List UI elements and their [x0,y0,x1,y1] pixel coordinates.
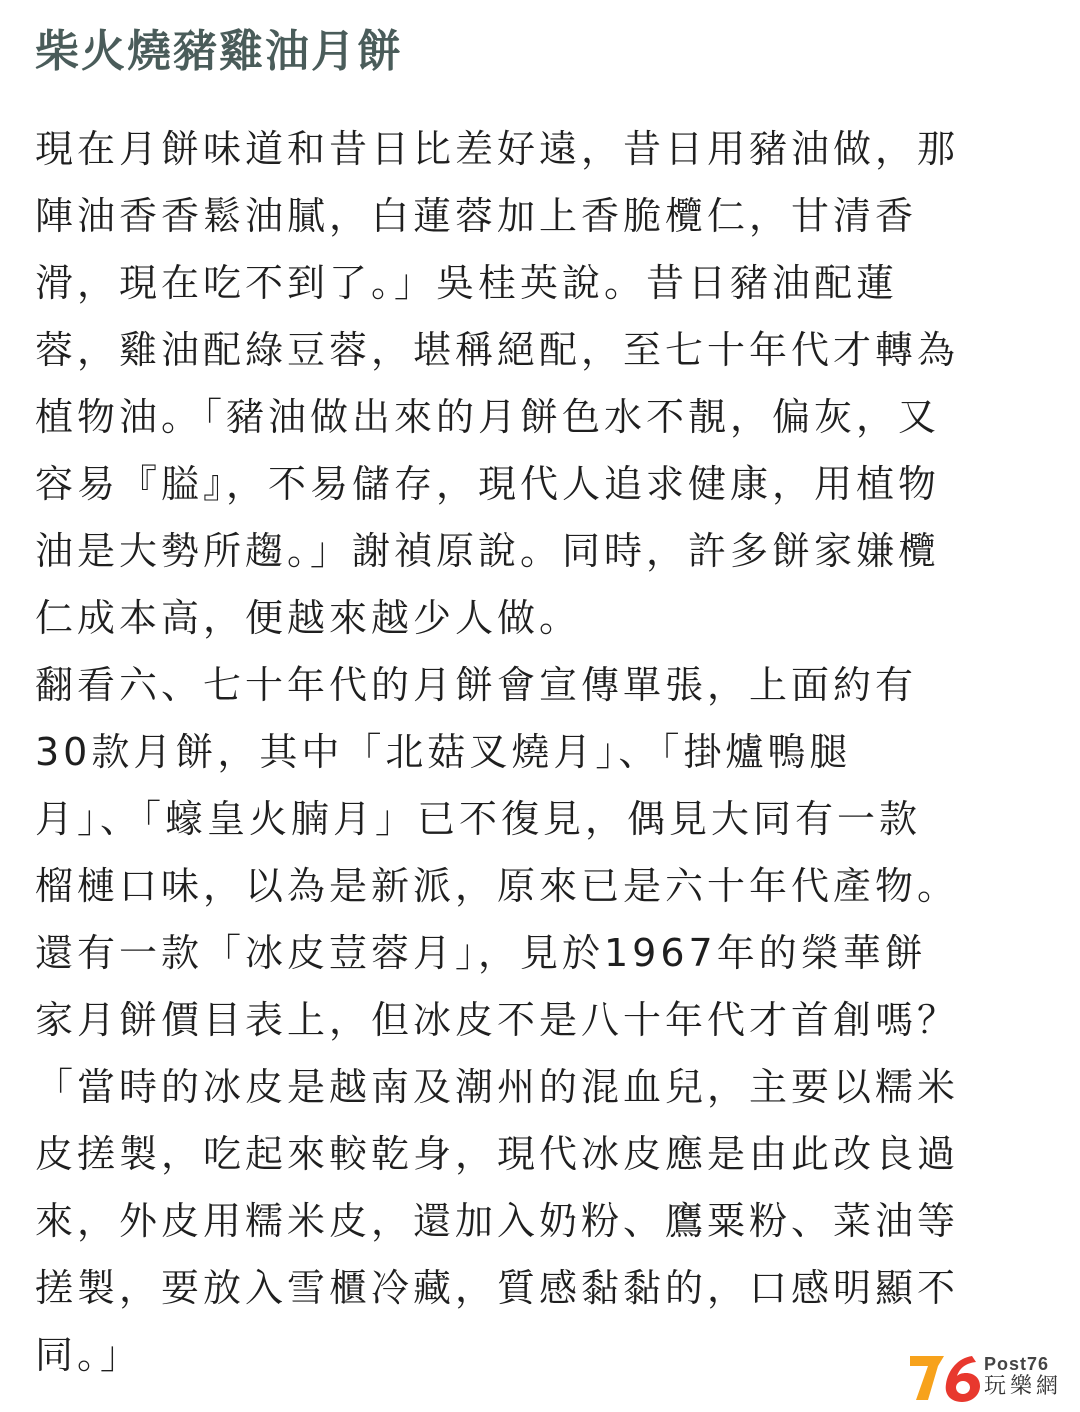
text-line: 月」、「蠔皇火腩月」已不復見，偶見大同有一款 [35,797,922,841]
text-line: 搓製，要放入雪櫃冷藏，質感黏黏的，口感明顯不 [35,1266,960,1310]
text-line: 仁成本高，便越來越少人做。 [35,596,582,640]
text-line: 30款月餅，其中「北菇叉燒月」、「掛爐鴨腿 [35,730,852,774]
text-line: 榴槤口味，以為是新派，原來已是六十年代產物。 [35,864,960,908]
text-line: 蓉，雞油配綠豆蓉，堪稱絕配，至七十年代才轉為 [35,328,960,372]
article-body [35,116,1045,1389]
text-line: 皮搓製，吃起來較乾身，現代冰皮應是由此改良過 [35,1132,960,1176]
text-line: 還有一款「冰皮荳蓉月」，見於1967年的榮華餅 [35,931,927,975]
text-line: 「當時的冰皮是越南及潮州的混血兒，主要以糯米 [35,1065,960,1109]
text-line: 來，外皮用糯米皮，還加入奶粉、鷹粟粉、菜油等 [35,1199,960,1243]
article-title: 柴火燒豬雞油月餅 [35,26,403,77]
logo-brand: Post76 [984,1354,1050,1374]
text-line: 現在月餅味道和昔日比差好遠，昔日用豬油做，那 [35,127,960,171]
logo-subtitle: 玩樂網 [984,1374,1063,1399]
logo-76-icon [908,1352,982,1404]
text-line: 容易『膉』，不易儲存，現代人追求健康，用植物 [35,462,941,506]
text-line: 滑，現在吃不到了。」吳桂英說。昔日豬油配蓮 [35,261,899,305]
text-line: 家月餅價目表上，但冰皮不是八十年代才首創嗎？ [35,998,960,1042]
text-line: 油是大勢所趨。」謝禎原說。同時，許多餅家嫌欖 [35,529,941,573]
text-line: 植物油。「豬油做出來的月餅色水不靚，偏灰，又 [35,395,941,439]
post76-watermark-logo [908,1352,1066,1404]
logo-text [984,1354,1062,1400]
article [35,18,1045,1389]
text-line: 陣油香香鬆油膩，白蓮蓉加上香脆欖仁，甘清香 [35,194,918,238]
text-line: 同。」 [35,1333,143,1377]
text-line: 翻看六、七十年代的月餅會宣傳單張，上面約有 [35,663,918,707]
